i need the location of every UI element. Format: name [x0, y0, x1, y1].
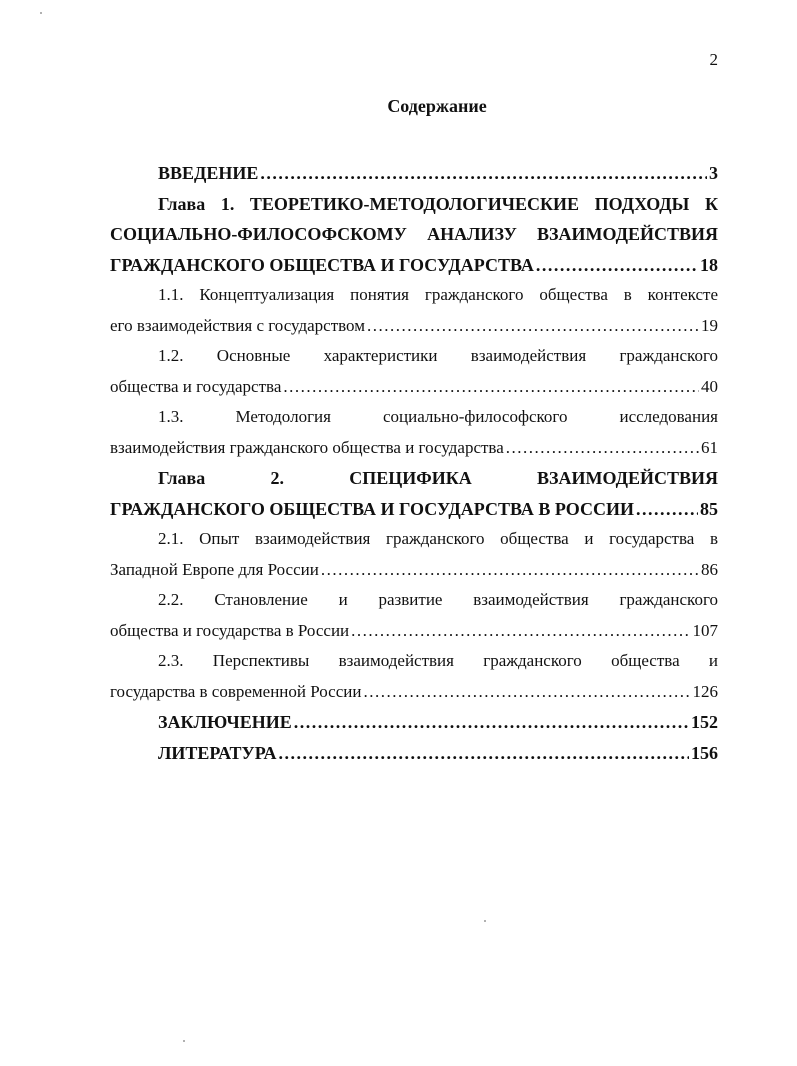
toc-page-number: 18 [700, 254, 718, 275]
leader-dots [294, 707, 689, 738]
toc-entry-literature[interactable] [110, 738, 718, 769]
toc-entry-conclusion[interactable] [110, 707, 718, 738]
leader-dots [506, 433, 699, 464]
toc-entry-label: Западной Европе для России [110, 559, 319, 579]
toc-entry-line: Глава 1. ТЕОРЕТИКО-МЕТОДОЛОГИЧЕСКИЕ ПОДХОДЫ К [158, 193, 718, 214]
scan-speck [40, 12, 42, 14]
toc-page-number: 126 [692, 681, 718, 701]
toc-page-number: 19 [701, 315, 718, 335]
toc-entry-section-2-2[interactable] [110, 585, 718, 646]
toc-entry-line: 1.3. Методология социально-философского исследования [158, 407, 718, 426]
toc-page-number: 85 [700, 498, 718, 519]
toc-page-number: 40 [701, 376, 718, 396]
page-title: Содержание [387, 96, 487, 116]
leader-dots [367, 311, 699, 342]
toc-entry-label: ГРАЖДАНСКОГО ОБЩЕСТВА И ГОСУДАРСТВА [110, 254, 534, 275]
toc-entry-label: государства в современной России [110, 681, 362, 701]
toc-entry-section-2-1[interactable] [110, 524, 718, 585]
toc-entry-line [110, 372, 718, 403]
toc-entry-section-1-3[interactable] [110, 402, 718, 463]
toc-entry-line: СОЦИАЛЬНО-ФИЛОСОФСКОМУ АНАЛИЗУ ВЗАИМОДЕЙСТВИЯ [110, 224, 718, 244]
toc-entry-line [110, 494, 718, 525]
toc-entry-label: ГРАЖДАНСКОГО ОБЩЕСТВА И ГОСУДАРСТВА В РОССИИ [110, 498, 634, 519]
leader-dots [536, 250, 698, 281]
toc-entry-line [110, 555, 718, 586]
toc-entry-line: 2.3. Перспективы взаимодействия гражданского общества и [158, 651, 718, 670]
toc-page-number: 107 [692, 620, 718, 640]
toc-entry-line [110, 677, 718, 708]
toc-entry-chapter-2[interactable] [110, 463, 718, 524]
toc-entry-introduction[interactable] [110, 158, 718, 189]
toc-entry-section-2-3[interactable] [110, 646, 718, 707]
toc-entry-section-1-1[interactable] [110, 280, 718, 341]
toc-page-number: 61 [701, 437, 718, 457]
toc-entry-label: общества и государства в России [110, 620, 350, 640]
toc-page-number: 3 [709, 163, 718, 183]
toc-page-number: 152 [691, 712, 718, 732]
toc-entry-line [110, 311, 718, 342]
scan-speck [484, 920, 486, 922]
scan-speck [183, 1040, 185, 1042]
leader-dots [283, 372, 699, 403]
leader-dots [260, 158, 707, 189]
toc-entry-line: 1.2. Основные характеристики взаимодействия гражданского [158, 346, 718, 365]
toc-entry-label: общества и государства [110, 376, 282, 396]
leader-dots [321, 555, 699, 586]
table-of-contents [110, 158, 718, 768]
page-number: 2 [709, 50, 718, 69]
toc-entry-label: ЗАКЛЮЧЕНИЕ [158, 712, 292, 732]
toc-entry-line [110, 250, 718, 281]
toc-entry-section-1-2[interactable] [110, 341, 718, 402]
toc-entry-chapter-1[interactable] [110, 189, 718, 281]
leader-dots [351, 616, 690, 647]
toc-entry-line: 1.1. Концептуализация понятия гражданского общества в контексте [158, 285, 718, 304]
toc-page-number: 156 [691, 742, 718, 763]
toc-entry-label: ВВЕДЕНИЕ [158, 163, 259, 183]
toc-entry-line: 2.2. Становление и развитие взаимодействия гражданского [158, 590, 718, 609]
toc-entry-line [110, 616, 718, 647]
toc-entry-line [110, 433, 718, 464]
leader-dots [636, 494, 698, 525]
toc-entry-line: Глава 2. СПЕЦИФИКА ВЗАИМОДЕЙСТВИЯ [158, 468, 718, 488]
toc-entry-label: ЛИТЕРАТУРА [158, 742, 277, 763]
toc-entry-label: его взаимодействия с государством [110, 315, 365, 335]
toc-entry-label: взаимодействия гражданского общества и государства [110, 437, 504, 457]
toc-entry-line: 2.1. Опыт взаимодействия гражданского общества и государства в [158, 529, 718, 548]
toc-page-number: 86 [701, 559, 718, 579]
leader-dots [278, 738, 689, 769]
leader-dots [363, 677, 690, 708]
